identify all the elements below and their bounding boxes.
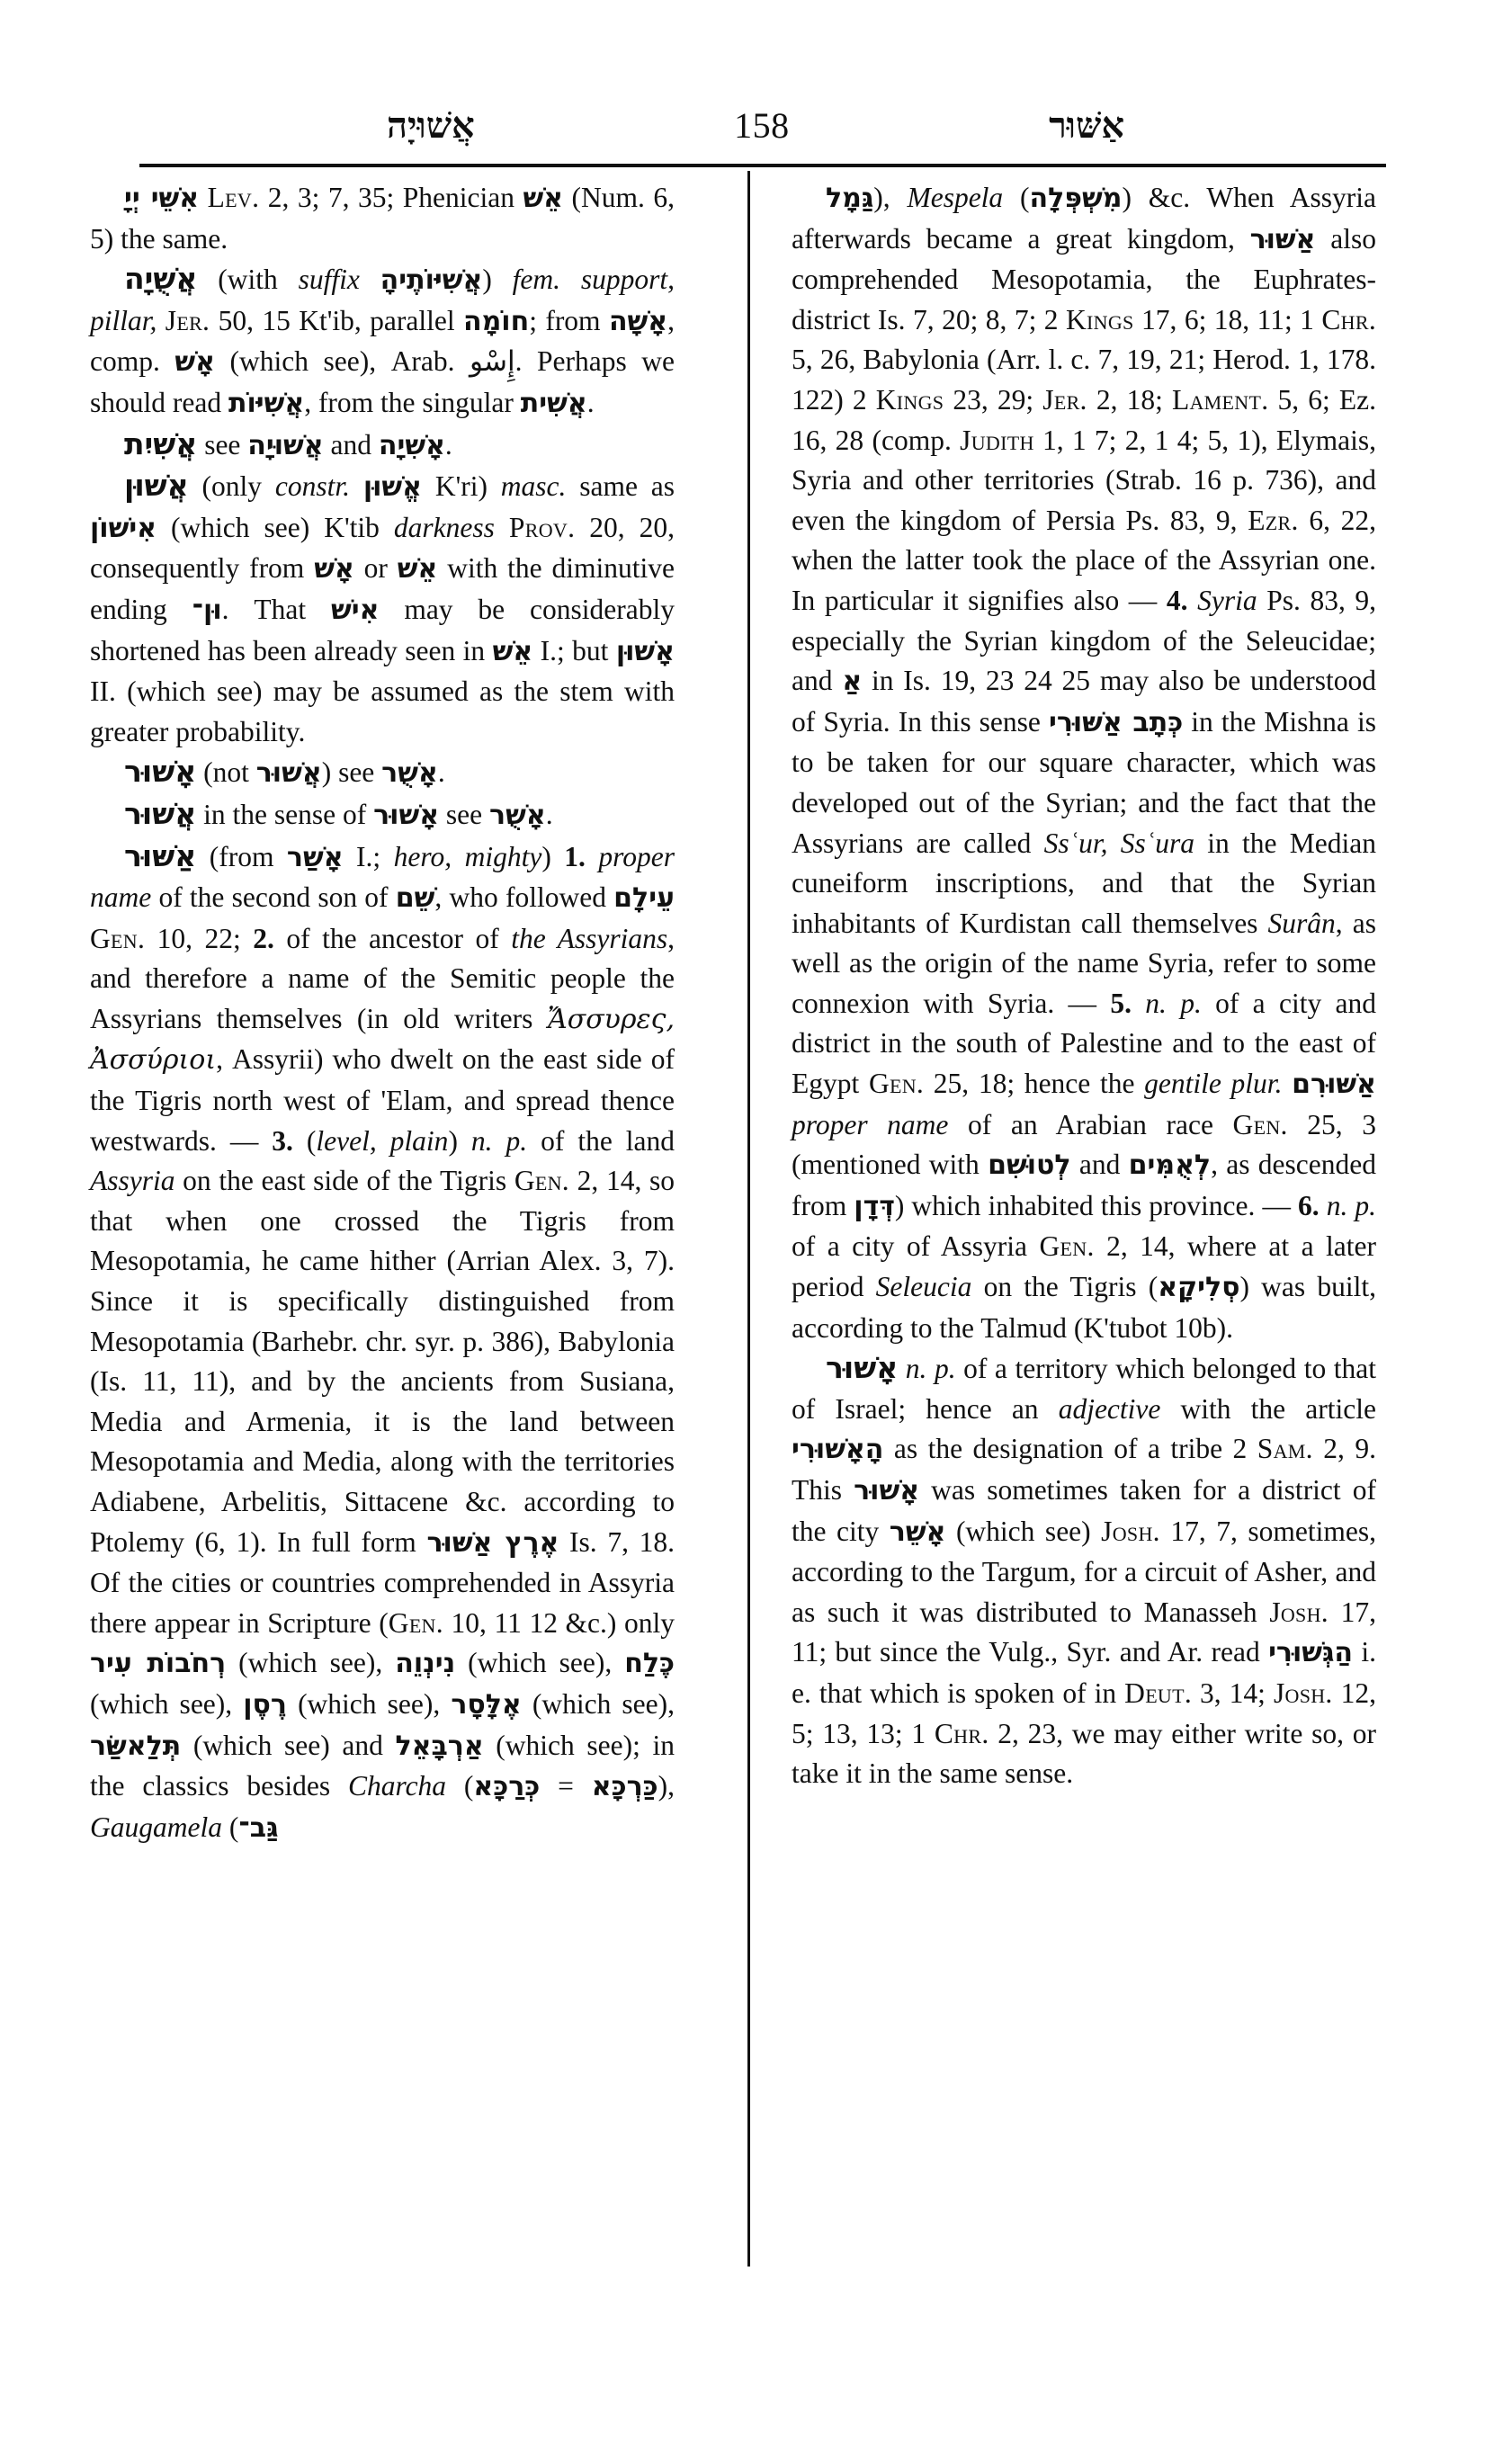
lexicon-entry-ashur-cross-1: אָשׁוּר (not אֲשׁוּר) see אָשֻׁר.	[124, 754, 445, 790]
lexicon-entry-asshur-continued: גַּמָל), Mespela (מִשְׁפְּלָה) &c. When Assyria afterwards became a great kingdom, אַשּׁוּר also comprehended Mesopotamia, the Euphrates-district Is. 7, 20; 8, 7; 2 Kings 17, 6; 18, 11; 1 Chr. 5, 26, Babylonia (Arr. l. c. 7, 19, 21; Herod. 1, 178. 122) 2 Kings 23, 29; Jer. 2, 18; Lament. 5, 6; Ez. 16, 28 (comp. Judith 1, 1 7; 2, 1 4; 5, 1), Elymais, Syria and other territories (Strab. 16 p. 736), and even the kingdom of Persia Ps. 83, 9, Ezr. 6, 22, when the latter took the place of the Assyrian one. In particular it signifies also — 4. Syria Ps. 83, 9, especially the Syrian kingdom of the Seleucidae; and אַ in Is. 19, 23 24 25 may also be understood of Syria. In this sense כְּתָב אַשּׁוּרִי in the Mishna is to be taken for our square character, which was developed out of the Syrian; and the fact that the Assyrians are called Ssʿur, Ssʿura in the Median cuneiform inscriptions, and that the Syrian inhabitants of Kurdistan call themselves Surân, as well as the origin of the name Syria, refer to some connexion with Syria. — 5. n. p. of a city and district in the south of Palestine and to the east of Egypt Gen. 25, 18; hence the gentile plur. אַשּׁוּרִם proper name of an Arabian race Gen. 25, 3 (mentioned with לְטוּשִׁם and לְאֻמִּים, as descended from דְּדָן) which inhabited this province. — 6. n. p. of a city of Assyria Gen. 2, 14, where at a later period Seleucia on the Tigris (סְלִיקָא) was built, according to the Talmud (K'tubot 10b).	[792, 182, 1377, 1344]
lexicon-entry-ashiyah-cross: אֲשִׁיִת see אֲשׁוּיָה and אָשִׁיָה.	[124, 425, 452, 461]
column-divider-rule	[747, 171, 750, 2267]
running-head	[135, 81, 1385, 144]
page-number: 158	[734, 105, 790, 146]
header-rule	[139, 164, 1386, 167]
running-head-left-hebrew: אֲשׁוּיָה	[387, 105, 475, 146]
running-head-right-hebrew: אַשּׁוּר	[1049, 105, 1124, 146]
left-text-column	[90, 178, 675, 1848]
lexicon-entry-asshur-main: אַשּׁוּר (from אָשַׁר I.; hero, mighty) 1. proper name of the second son of שֵׁם, who followed עֵילָם Gen. 10, 22; 2. of the ancestor of the Assyrians, and therefore a name of the Semitic people the Assyrians themselves (in old writers Ἄσσυρες, Ἀσσύριοι, Assyrii) who dwelt on the east side of the Tigris north west of 'Elam, and spread thence westwards. — 3. (level, plain) n. p. of the land Assyria on the east side of the Tigris Gen. 2, 14, so that when one crossed the Tigris from Mesopotamia, he came hither (Arrian Alex. 3, 7). Since it is specifically distinguished from Mesopotamia (Barhebr. chr. syr. p. 386), Babylonia (Is. 11, 11), and by the ancients from Susiana, Media and Armenia, it is the land between Mesopotamia and Media, along with the territories Adiabene, Arbelitis, Sittacene &c. according to Ptolemy (6, 1). In full form אֶרֶץ אַשּׁוּר Is. 7, 18. Of the cities or countries comprehended in Assyria there appear in Scripture (Gen. 10, 11 12 &c.) only רְחֹבוֹת עִיר (which see), נִינְוֵה (which see), כֶּלַח (which see), רֶסֶן (which see), אֶלָּסָר (which see), תְּלַאשַּׂר (which see) and אַרְבָּאֵל (which see); in the classics besides Charcha ( כַּרְכָּא = כְּרַכָּא ), Gaugamela (גַּב־	[90, 837, 675, 1844]
lexicon-entry-ashuyah: אֲשֻׁיָה (with suffix אֲשִׁיּוֹתֶיהָ) fem. support, pillar, Jer. 50, 15 Kt'ib, parallel חוֹמָה; from אָשָׁה, comp. אָשׁ (which see), Arab. إِسْو. Perhaps we should read אֲשִׁיּוֹת, from the singular אֲשִׁית.	[90, 261, 675, 419]
lexicon-entry-asheri: אִשֵּׁי יְיָ Lev. 2, 3; 7, 35; Phenician אֵשׁ (Num. 6, 5) the same.	[90, 182, 675, 255]
right-text-column	[792, 178, 1376, 1794]
lexicon-entry-ashur-cross-2: אֲשׁוּר in the sense of אָשׁוּר see אָשֻׁר.	[124, 795, 553, 831]
lexicon-entry-ashur-territory: אָשׁוּר n. p. of a territory which belonged to that of Israel; hence an adjective with the article הָאָשׁוּרִי as the designation of a tribe 2 Sam. 2, 9. This אָשׁוּר was sometimes taken for a district of the city אָשֵׁר (which see) Josh. 17, 7, sometimes, according to the Targum, for a circuit of Asher, and as such it was distributed to Manasseh Josh. 17, 11; but since the Vulg., Syr. and Ar. read הַגְּשׁוּרִי i. e. that which is spoken of in Deut. 3, 14; Josh. 12, 5; 13, 13; 1 Chr. 2, 23, we may either write so, or take it in the same sense.	[792, 1350, 1377, 1790]
lexicon-entry-eshun: אֲשׁוּן (only constr. אֱשׁוּן K'ri) masc. same as אִישׁוֹן (which see) K'tib darkness Prov. 20, 20, consequently from אָשׁ or אֵשׁ with the diminutive ending וּן־. That אִישׁ may be considerably shortened has been already seen in אֵשׁ I.; but אָשׁוּן II. (which see) may be assumed as the stem with greater probability.	[90, 468, 675, 747]
